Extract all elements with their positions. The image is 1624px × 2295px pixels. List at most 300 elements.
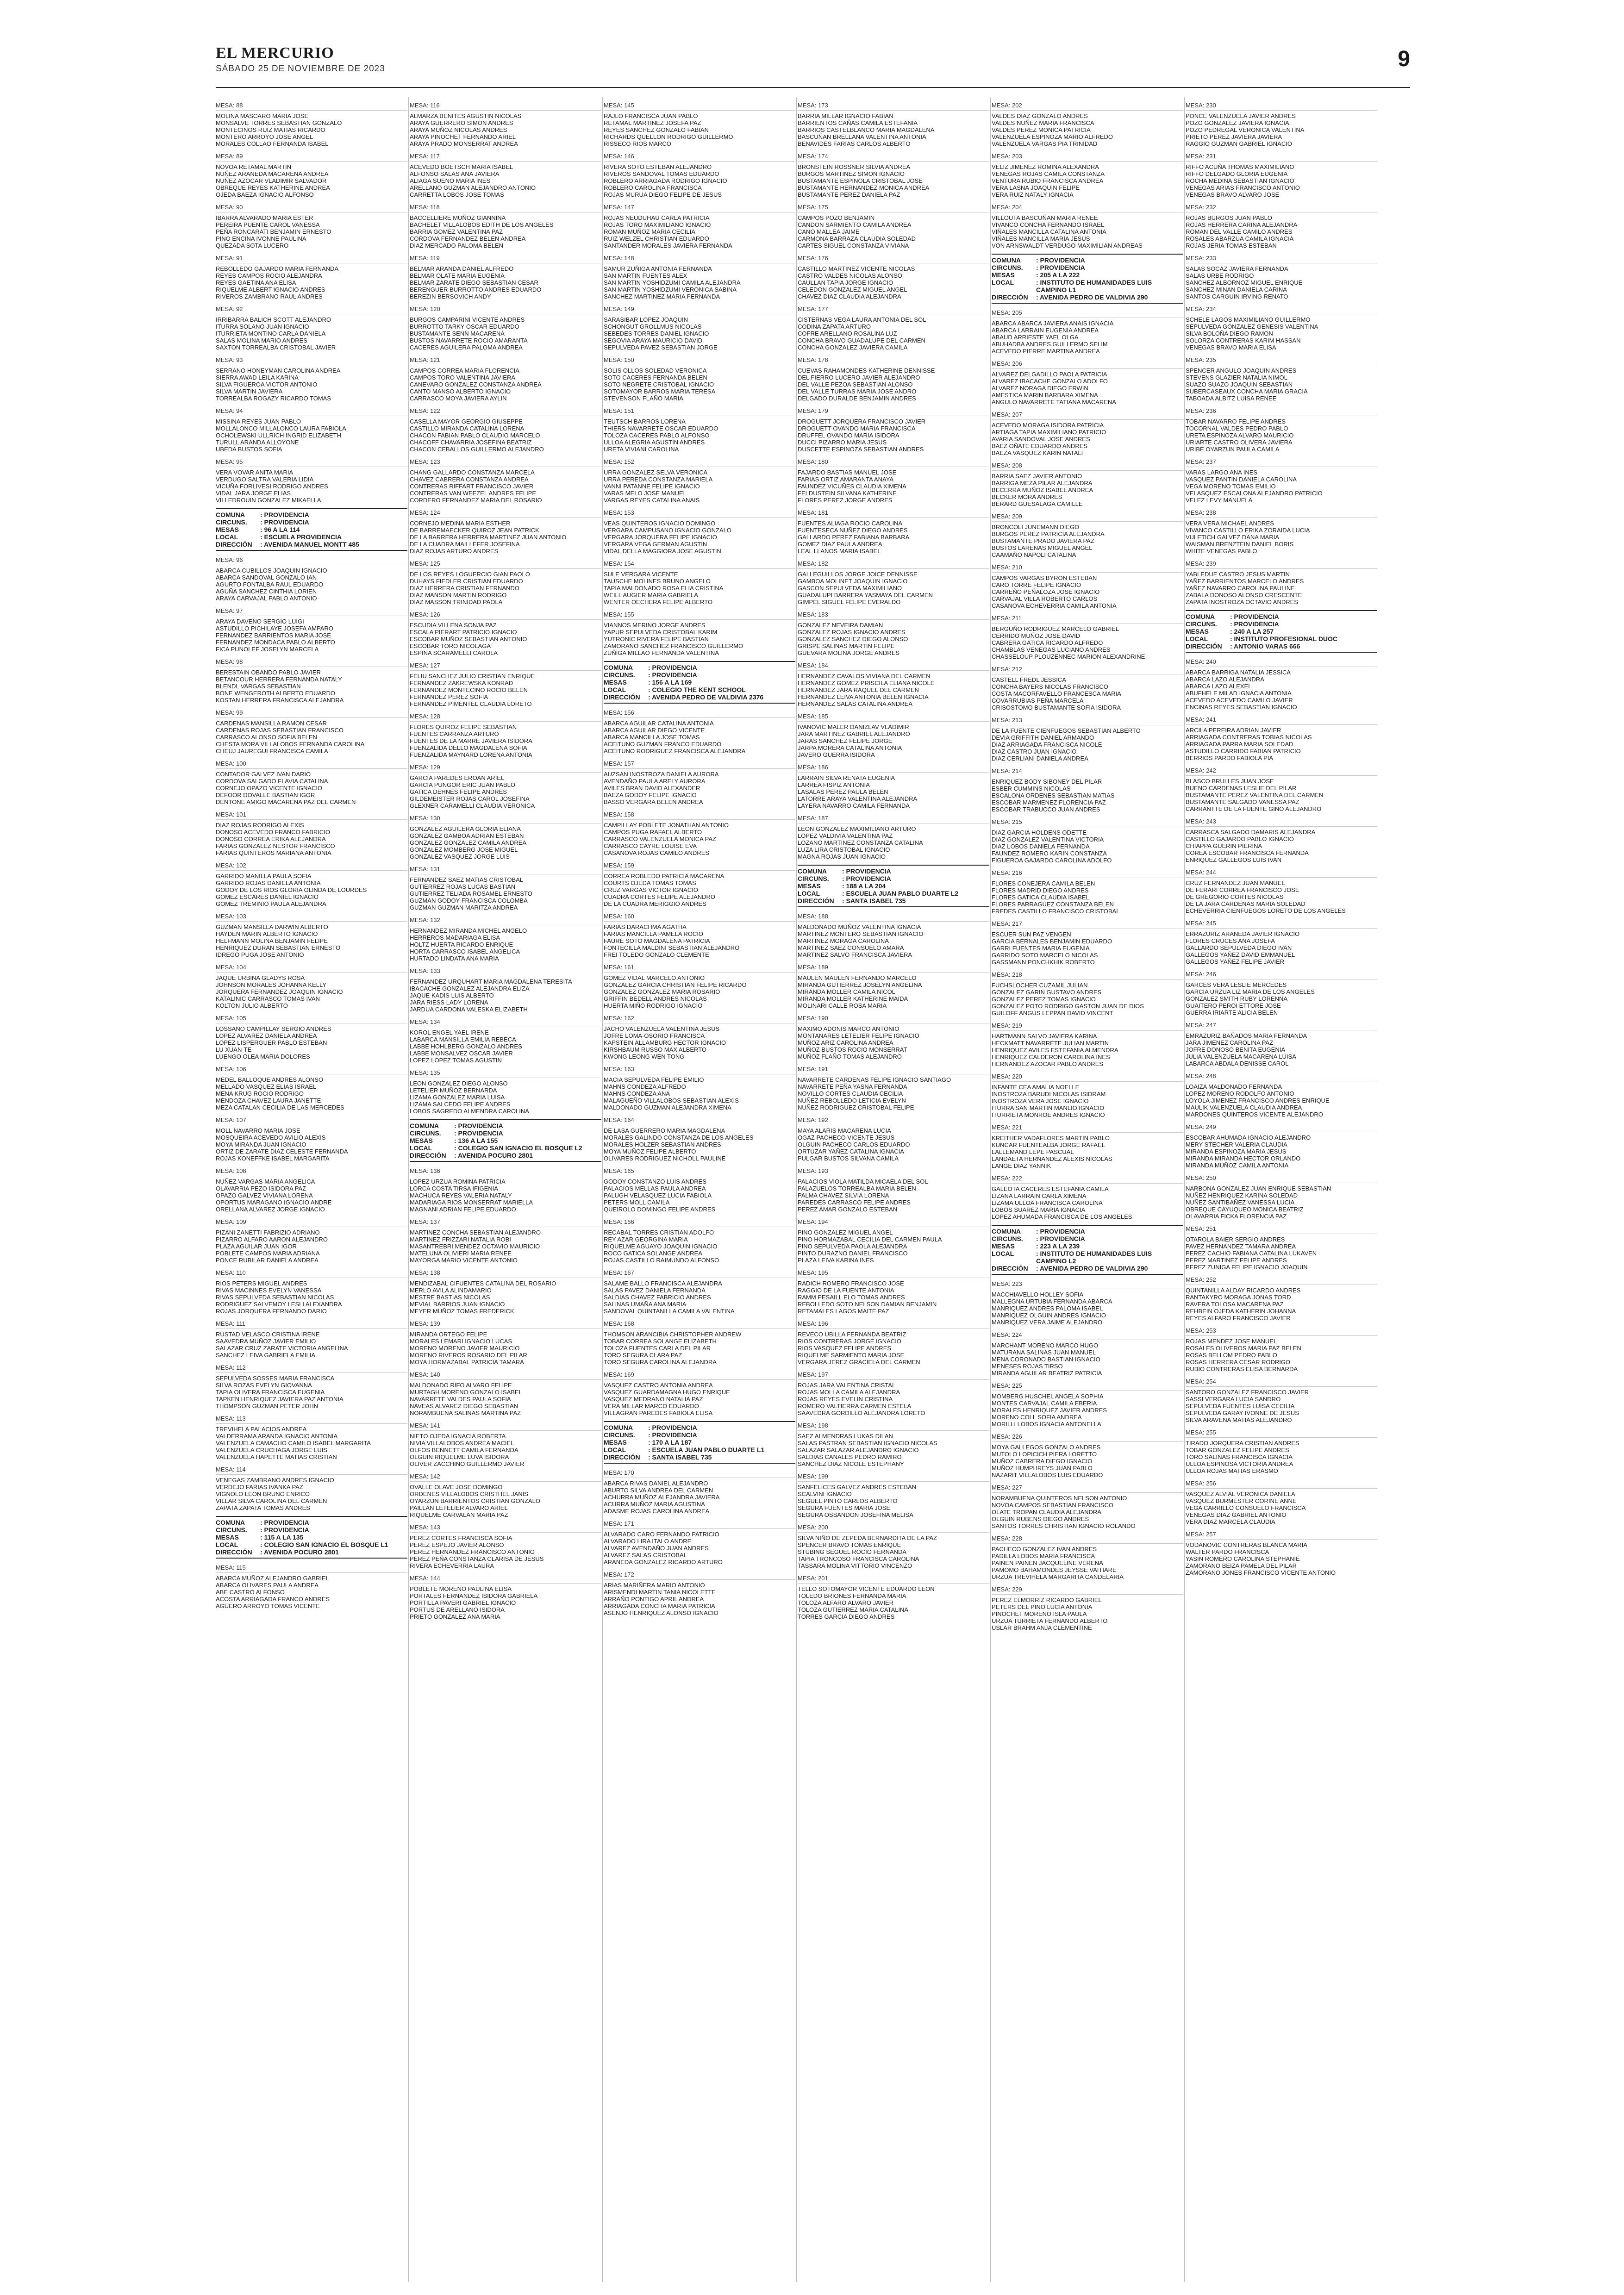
voter-list: SANTORO GONZALEZ FRANCISCO JAVIER SASSI VERGARA LUCIA SANDRO SEPULVEDA FUENTES LUISA CECILIA SEPULVEDA GARAY IVONNE DE JESUS SILVA ARAVENA MATIAS ALEJANDRO [1186, 1389, 1309, 1423]
info-value: : PROVIDENCIA [1230, 620, 1279, 628]
voter-list: ROJAS NEUDUHAU CARLA PATRICIA ROJAS TORO MAXIMILIANO IGNACIO ROMAN MUÑOZ MARIA CECILIA RUIZ WELZEL CHRISTIAN EDUARDO SANTANDER MORALES JAVIERA FERNANDA [604, 214, 732, 249]
voter-list: TREVIHELA PALACIOS ANDREA VALDERRAMA ARANDA IGNACIO ANTONIA VALENZUELA CAMACHO CAMILO ISABEL MARGARITA VALENZUELA CRUCHAGA JORGE LUIS VALENZUELA HAPETTE MATIAS CRISTIAN [216, 1426, 371, 1460]
mesa-label: MESA: 121 [410, 355, 601, 365]
mesa-label: MESA: 249 [1186, 1123, 1377, 1132]
voter-list: ABARCA MUÑOZ ALEJANDRO GABRIEL ABARCA OLIVARES PAULA ANDREA ABE CASTRO ALFONSO ACOSTA ARRIAGADA FRANCO ANDRES AGÜERO ARROYO TOMAS VICENTE [216, 1575, 330, 1609]
voter-list: MARTINEZ CONCHA SEBASTIAN ALEJANDRO MARTINEZ FRIZZARI NATALIA ROBI MASANTREBRI MENDEZ OCTAVIO MAURICIO MATELUNA OLIVIERI MARIA RENEE MAYORGA MARIO VICENTE ANTONIO [410, 1229, 541, 1264]
voter-list: ESCOBAR AHUMADA IGNACIO ALEJANDRO MERY STECHER VALERIA CLAUDIA MIRANDA ESPINOZA MARIA JESUS MIRANDA MIRANDA HECTOR ORLANDO MIRANDA MUÑOZ CAMILA ANTONIA [1186, 1134, 1311, 1169]
voter-list: GALLEGUILLOS JORGE JOICE DENNISSE GAMBOA MOLINET JOAQUIN IGNACIO GASCON SEPULVEDA MAXIMILIANO GUADALUPI BARRERA YASMAYA DEL CARMEN GIMPEL SIGUEL FELIPE EVERALDO [798, 571, 933, 605]
info-row-comuna [798, 867, 989, 875]
info-row-circuns [410, 1129, 601, 1137]
voter-list: RAJLO FRANCISCA JUAN PABLO RETAMAL MARTINEZ JOSEFA PAZ REYES SANCHEZ GONZALO FABIAN RICHARDS QUELLON RODRIGO GUILLERMO RISSECO RIOS MARCO [604, 112, 733, 147]
info-row-circuns [992, 264, 1183, 271]
mesa-label: MESA: 90 [216, 203, 407, 212]
voter-list: LOAIZA MALDONADO FERNANDA LOPEZ MORENO RODOLFO ANTONIO LOYOLA JIMENEZ FRANCISCO ANDRES ENRIQUE MAULIK VALENZUELA CLAUDIA ANDREA MARDONES QUINTEROS VICENTE ALEJANDRO [1186, 1083, 1330, 1118]
voter-list: INFANTE CEA AMALIA NOELLE INOSTROZA BARUDI NICOLAS ISIDRAM INOSTROZA VERA JOSE IGNACIO ITURRA SAN MARTIN MANLIO IGNACIO ITURRIETA MONROE ANDRES IGNACIO [992, 1084, 1106, 1118]
mesa-label: MESA: 91 [216, 254, 407, 263]
info-value: : AVENIDA POCURO 2801 [454, 1152, 533, 1159]
voter-list: FERNANDEZ SAEZ MATIAS CRISTOBAL GUTIERREZ ROJAS LUCAS BASTIAN GUTIERREZ TELIADA ROSAMEL ERNESTO GUZMAN GODOY FRANCISCA COLOMBA GUZMAN GUZMAN MARITZA ANDREA [410, 876, 532, 911]
info-value: : PROVIDENCIA [842, 867, 891, 875]
mesa-label: MESA: 181 [798, 508, 989, 518]
mesa-label: MESA: 188 [798, 912, 989, 922]
info-value: : AVENIDA POCURO 2801 [260, 1548, 339, 1556]
voter-list: SPENCER ANGULO JOAQUIN ANDRES STEVENS GLAZIER NATALIA NIMOL SUAZO SUAZO JOAQUIN SEBASTIAN SUBERCASEAUX CONCHA MARIA GRACIA TABOADA ALBITZ LUISA RENEE [1186, 367, 1308, 402]
mesa-label: MESA: 194 [798, 1217, 989, 1227]
mesa-label: MESA: 118 [410, 203, 601, 212]
mesa-label: MESA: 148 [604, 254, 795, 263]
info-key: DIRECCIÓN [992, 293, 1028, 301]
info-value: : SANTA ISABEL 735 [648, 1453, 712, 1461]
column-divider [1184, 97, 1185, 2282]
info-value: : PROVIDENCIA [454, 1122, 503, 1129]
info-value: : INSTITUTO PROFESIONAL DUOC [1230, 635, 1338, 642]
voter-list: ERRAZURIZ ARANEDA JAVIER IGNACIO FLORES CRUCES ANA JOSEFA GALLARDO SEPULVEDA DIEGO IVAN GALLEGOS YAÑEZ DAVID EMMANUEL GALLEGOS YAÑEZ FELIPE JAVIER [1186, 930, 1300, 965]
voter-list: ABARCA ABARCA JAVIERA ANAIS IGNACIA ABARCA LARRAIN EUGENIA ANDREA ABAUD ARRIESTE YAEL OLGA ABUHADBA ANDRES GUILLERMO SELIM ACEVEDO PIERRE MARTINA ANDREA [992, 320, 1114, 355]
mesa-label: MESA: 195 [798, 1268, 989, 1278]
mesa-label: MESA: 247 [1186, 1021, 1377, 1030]
mesa-label: MESA: 93 [216, 355, 407, 365]
info-value: : PROVIDENCIA [260, 511, 309, 518]
voter-list: NARBONA GONZALEZ JUAN ENRIQUE SEBASTIAN NUÑEZ HENRIQUEZ KARINA SOLEDAD NUÑEZ SANTIBAÑEZ VANESSA LUCIA OBREQUE CAYUQUEO MONICA BEATRIZ OLAVARRIA FICKA FLORENCIA PAZ [1186, 1185, 1331, 1220]
mesa-label: MESA: 240 [1186, 657, 1377, 667]
polling-place-info [216, 508, 407, 551]
voter-list: TIRADO JORQUERA CRISTIAN ANDRES TOBAR GONZALEZ FELIPE ANDRES TORO SALINAS FRANCISCA IGNACIA ULLOA ESPINOSA VICTORIA ANDREA ULLOA ROJAS MATIAS ERASMO [1186, 1440, 1299, 1474]
info-value: : PROVIDENCIA [1230, 613, 1279, 620]
voter-list: DROGUETT JORQUERA FRANCISCO JAVIER DROGUETT OVANDO MARIA FRANCISCA DRUFFEL OVANDO MARIA ISIDORA DUCCI PIZARRO MARIA JESUS DUSCETTE ESPINOZA SEBASTIAN ANDRES [798, 418, 926, 453]
voter-list: BARRIA SAEZ JAVIER ANTONIO BARRIGA MEZA PILAR ALEJANDRA BECERRA MUÑOZ ISABEL ANDREA BECKER MORA ANDRES BERARD GUESALAGA CAMILLE [992, 473, 1093, 507]
voter-list: VODANOVIC CONTRERAS BLANCA MARIA WALTER PARDO FRANCISCA YASIN ROMERO CAROLINA STEPHANIE ZAMORANO BEIZA PAMELA DEL PILAR ZAMORANO JONES FRANCISCO VICENTE ANTONIO [1186, 1541, 1336, 1576]
voter-list: CASTELL FREDL JESSICA CONCHA BAYERS NICOLAS FRANCISCO COSTA MACORFAVELLO FRANCESCA MARIA COVARRUBIAS PEÑA MARCELA CRISOSTOMO BUSTAMANTE SOFIA ISIDORA [992, 676, 1121, 711]
info-value: : 136 A LA 155 [454, 1137, 498, 1144]
info-row-mesas [604, 1439, 795, 1446]
info-key: CIRCUNS. [992, 264, 1023, 271]
mesa-label: MESA: 132 [410, 916, 601, 925]
mesa-label: MESA: 160 [604, 912, 795, 922]
voter-list: ACEVEDO MORAGA ISIDORA PATRICIA ARTIAGA TAPIA MAXIMILIANO PATRICIO AVARIA SANDOVAL JOSE ANDRES BAEZ OÑATE EDUARDO ANDRES BAEZA VASQUEZ KARIN NATALI [992, 422, 1106, 456]
voter-list: NIETO OJEDA IGNACIA ROBERTA NIVIA VILLALOBOS ANDREA MACIEL OLFOS BENNETT CAMILA FERNANDA OLGUIN RIQUELME LUVA ISIDORA OLIVER ZACCHINO GUILLERMO JAVIER [410, 1433, 525, 1467]
voter-list: ALVAREZ DELGADILLO PAOLA PATRICIA ALVAREZ IBACACHE GONZALO ADOLFO ALVAREZ NORAGA DIEGO ERWIN AMESTICA MARIN BARBARA XIMENA ANGULO NAVARRETE TATIANA MACARENA [992, 371, 1116, 405]
info-row-mesas [798, 882, 989, 890]
mesa-label: MESA: 203 [992, 152, 1183, 162]
mesa-label: MESA: 234 [1186, 305, 1377, 314]
mesa-label: MESA: 167 [604, 1268, 795, 1278]
voter-list: RUSTAD VELASCO CRISTINA IRENE SAAVEDRA MUÑOZ JAVIER EMILIO SALAZAR CRUZ ZARATE VICTORIA ANGELINA SANCHEZ LEIVA GABRIELA EMILIA [216, 1331, 348, 1359]
info-key: DIRECCIÓN [216, 541, 252, 548]
mesa-label: MESA: 241 [1186, 715, 1377, 725]
voter-list: LEON GONZALEZ DIEGO ALONSO LETELIER MUÑOZ BERNARDA LIZAMA GONZALEZ MARIA LUISA LIZAMA SALCEDO FELIPE ANDRES LOBOS SAGREDO ALMENDRA CAROLINA [410, 1080, 529, 1115]
voter-list: BLASCO BRULLES JUAN JOSE BUENO CARDENAS LESLIE DEL PILAR BUSTAMANTE PEREZ VALENTINA DEL CARMEN BUSTAMANTE SALGADO VANESSA PAZ CARRANTTE DE LA FUENTE GINO ALEJANDRO [1186, 778, 1324, 812]
polling-place-info [604, 1421, 795, 1464]
voter-list: FAJARDO BASTIAS MANUEL JOSE FARIAS ORTIZ AMARANTA ANAYA FAUNDEZ VICUÑES CLAUDIA XIMENA FELDUSTEIN SILVANA KATHERINE FLORES PEREZ JORGE ANDRES [798, 469, 906, 504]
info-key: MESAS [1186, 628, 1209, 635]
mesa-label: MESA: 215 [992, 817, 1183, 827]
mesa-label: MESA: 254 [1186, 1377, 1377, 1387]
voter-list: CAMPILLAY POBLETE JONATHAN ANTONIO CAMPOS PUGA RAFAEL ALBERTO CARRASCO VALENZUELA MONICA PAZ CARRASCO CAYRE LOUISE EVA CASANOVA ROJAS CAMILO ANDRES [604, 822, 729, 856]
voter-list: DE LA FUENTE CIENFUEGOS SEBASTIAN ALBERTO DEVIA GRIFFITH DANIEL ARMANDO DIAZ ARRIAGADA FRANCISCA NICOLE DIAZ CASTRO JUAN IGNACIO DIAZ CERLIANI DANIELA ANDREA [992, 727, 1141, 762]
mesa-label: MESA: 226 [992, 1432, 1183, 1442]
columns-container [216, 97, 1410, 2282]
info-row-local [216, 1541, 407, 1548]
voter-list: MEDEL BALLOQUE ANDRES ALONSO MELLADO VASQUEZ ELIAS ISRAEL MENA KRUG ROCIO RODRIGO MENDOZA CHAVEZ LAURA JANETTE MEZA CATALAN CECILIA DE LAS MERCEDES [216, 1076, 344, 1111]
mesa-label: MESA: 145 [604, 101, 795, 111]
mesa-label: MESA: 201 [798, 1574, 989, 1584]
voter-list: REVECO UBILLA FERNANDA BEATRIZ RIOS CONTRERAS JORGE IGNACIO RIOS VASQUEZ FELIPE ANDRES RIQUELME SARMIENTO MARIA JOSE VERGARA JEREZ GRACIELA DEL CARMEN [798, 1331, 920, 1366]
info-value: : PROVIDENCIA [1036, 1235, 1085, 1242]
voter-list: VALDES DIAZ GONZALO ANDRES VALDES NUÑEZ MARIA FRANCISCA VALDES PEREZ MONICA PATRICIA VALENZUELA ESPINOZA MARIO ALFREDO VALENZUELA VARGAS PIA TRINIDAD [992, 112, 1113, 147]
mesa-label: MESA: 125 [410, 559, 601, 569]
voter-list: ABARCA RIVAS DANIEL ALEJANDRO ABURTO SILVA ANDREA DEL CARMEN ACHURRA MUÑOZ ALEJANDRA JAVIERA ACURRA MUÑOZ MARIA AGUSTINA ADASME ROJAS CAROLINA ANDREA [604, 1480, 720, 1515]
mesa-label: MESA: 136 [410, 1166, 601, 1176]
info-key: MESAS [992, 1242, 1015, 1250]
voter-list: CONTADOR GALVEZ IVAN DARIO CORDOVA SALGADO FLAVIA CATALINA CORNEJO OPAZO VICENTE IGNACIO DEFOOR DOVALLE BASTIAN IGOR DENTONE AMIGO MACARENA PAZ DEL CARMEN [216, 771, 356, 805]
voter-list: DE LOS REYES LOGUERCIO GIAN PAOLO DUHAYS FIEDLER CRISTIAN EDUARDO DIAZ HERRERA CRISTIAN FERNANDO DIAZ MANSON MARTIN RODRIGO DIAZ MASSON TRINIDAD PAOLA [410, 571, 530, 605]
mesa-label: MESA: 162 [604, 1014, 795, 1023]
info-key: DIRECCIÓN [1186, 642, 1222, 650]
voter-list: MACCHIAVELLO HOLLEY SOFIA MALLEGNA URTUBIA FERNANDA ABARCA MANRIQUEZ ANDRES PALOMA ISABEL MANRIQUEZ OLGUIN ANDRES IGNACIO MANRIQUEZ VERA JAIME ALEJANDRO [992, 1291, 1112, 1326]
voter-list: OVALLE OLAVE JOSE DOMINGO ORDENES VILLALOBOS CRISTHEL JANIS OYARZUN BARRIENTOS CRISTIAN GONZALO PAILLAN LETELIER ALVARO ARIEL RIQUELME CARVALAN MARIA PAZ [410, 1484, 540, 1518]
mesa-label: MESA: 179 [798, 406, 989, 416]
mesa-label: MESA: 230 [1186, 101, 1377, 111]
voter-list: NOVOA RETAMAL MARTIN NUÑEZ ARANEDA MACARENA ANDREA NUÑEZ AZOCAR VLADIMIR SALVADOR OBREQUE REYES KATHERINE ANDREA OJEDA BAEZA IGNACIO ALFONSO [216, 163, 330, 198]
mesa-label: MESA: 108 [216, 1166, 407, 1176]
info-value: : PROVIDENCIA [260, 1526, 309, 1534]
mesa-label: MESA: 175 [798, 203, 989, 212]
mesa-label: MESA: 186 [798, 763, 989, 773]
mesa-label: MESA: 256 [1186, 1479, 1377, 1489]
mesa-label: MESA: 133 [410, 967, 601, 976]
mesa-label: MESA: 250 [1186, 1173, 1377, 1183]
newspaper-name: EL MERCURIO [216, 44, 334, 62]
mesa-label: MESA: 237 [1186, 457, 1377, 467]
info-key: CIRCUNS. [1186, 620, 1217, 628]
mesa-label: MESA: 227 [992, 1483, 1183, 1493]
mesa-label: MESA: 191 [798, 1065, 989, 1074]
info-row-direccion [604, 1453, 795, 1461]
voter-list: VILLOUTA BASCUÑAN MARIA RENEE VIVANCO CONCHA FERNANDO ISRAEL VIÑALES MANCILLA CATALINA ANTONIA VIÑALES MANCILLA MARIA JESUS VON ARNSWALDT VERDUGO MAXIMILIAN ANDREAS [992, 214, 1143, 249]
voter-list: GODOY CONSTANZO LUIS ANDRES PALACIOS MELLAS PAULA ANDREA PALUGH VELASQUEZ LUCIA FABIOLA PETERS MOLL CAMILA QUEIROLO DOMINGO FELIPE ANDRES [604, 1178, 716, 1213]
info-row-local [410, 1144, 601, 1152]
info-row-comuna [216, 511, 407, 518]
polling-place-info [216, 1516, 407, 1559]
voter-list: GUZMAN MANSILLA DARWIN ALBERTO HAYDEN MARIN ALBERTO IGNACIO HELFMANN MOLINA BENJAMIN FELIPE HENRIQUEZ DURAN SEBASTIAN ERNESTO IDREGO PUGA JOSE ANTONIO [216, 923, 341, 958]
mesa-label: MESA: 120 [410, 305, 601, 314]
voter-list: VASQUEZ CASTRO ANTONIA ANDREA VASQUEZ GUARDAMAGNA HUGO ENRIQUE VASQUEZ MEDRANO NATALIA PAZ VERA MILLAR MARCO EDUARDO VILLAGRAN PAREDES FABIOLA ELISA [604, 1382, 730, 1416]
voter-list: SCHELE LAGOS MAXIMILIANO GUILLERMO SEPULVEDA GONZALEZ GENESIS VALENTINA SILVA BOLOÑA DIEGO RAMON SOLORZA CONTRERAS KARIM HASSAN VENEGAS BRAVO MARIA ELISA [1186, 316, 1318, 351]
voter-list: MENDIZABAL CIFUENTES CATALINA DEL ROSARIO MERLO AVILA ALINDAMARIO MESTRE BASTIAS NICOLAS MEVIAL BARRIOS JUAN IGNACIO MEYER MUÑOZ TOMAS FREDERICK [410, 1280, 556, 1315]
info-row-circuns [604, 1431, 795, 1439]
column-divider [602, 97, 603, 2282]
voter-list: ARCILA PEREIRA ADRIAN JAVIER ARRIAGADA CONTRERAS TOBIAS NICOLAS ARRIAGADA PARRA MARIA SOLEDAD ASTUDILLO CARRIDO FABIAN PATRICIO BERRIOS PARDO FABIOLA PIA [1186, 727, 1312, 761]
voter-list: URRA GONZALEZ SELVA VERONICA URRA PEREDA CONSTANZA MARIELA VANNI PATANNE FELIPE IGNACIO VARAS MELO JOSE MANUEL VARGAS REYES CATALINA ANAIS [604, 469, 713, 504]
voter-list: GONZALEZ AGUILERA GLORIA ELIANA GONZALEZ GAMBOA ADRIAN ESTEBAN GONZALEZ GONZALEZ CAMILA ANDREA GONZALEZ MOMBERG JOSE MIGUEL GONZALEZ VASQUEZ JORGE LUIS [410, 825, 527, 860]
voter-list: KOROL ENGEL YAEL IRENE LABARCA MANSILLA EMILIA REBECA LABBE HOHLBERG GONZALO ANDRES LABBE MONSALVEZ OSCAR JAVIER LOPEZ LOPEZ TOMAS AGUSTIN [410, 1029, 522, 1064]
info-key: CIRCUNS. [604, 1431, 635, 1439]
info-value: : PROVIDENCIA [648, 1431, 697, 1439]
voter-list: LOSSANO CAMPILLAY SERGIO ANDRES LOPEZ ALVAREZ DANIELA ANDREA LOPEZ LISPERGUER PABLO ESTEBAN LU XUAN-TE LUENGO OLEA MARIA DOLORES [216, 1025, 331, 1060]
voter-list: GONZALEZ NEVEIRA DAMIAN GONZALEZ ROJAS IGNACIO ANDRES GONZALEZ SANCHEZ DIEGO ALONSO GRISPE SALINAS MARTIN FELIPE GUEVARA MOLINA JORGE ANDRES [798, 622, 908, 656]
voter-list: PINO GONZALEZ MIGUEL ANGEL PINO HORMAZABAL CECILIA DEL CARMEN PAULA PINO SEPULVEDA PAOLA ALEJANDRA PINTO DURAZNO DANIEL FRANCISCO PLAZA LEIVA KARINA INES [798, 1229, 942, 1264]
voter-list: GARCIA PAREDES EROAN ARIEL GARCIA PUNGOR ERIC JUAN PABLO GATICA DEHNES FELIPE ANDRES GILDEMEISTER ROJAS CAROL JOSEFINA GLEXNER CARAMELLI CLAUDIA VERONICA [410, 774, 535, 809]
mesa-label: MESA: 92 [216, 305, 407, 314]
info-value: : 240 A LA 257 [1230, 628, 1274, 635]
publication-date: SÁBADO 25 DE NOVIEMBRE DE 2023 [216, 64, 385, 74]
info-value: : INSTITUTO DE HUMANIDADES LUIS CAMPINO L1 [1036, 279, 1152, 293]
mesa-label: MESA: 244 [1186, 868, 1377, 878]
mesa-label: MESA: 255 [1186, 1428, 1377, 1438]
voter-list: NUÑEZ VARGAS MARIA ANGELICA OLAVARRIA PEZO ISIDORA PAZ OPAZO GALVEZ VIVIANA LORENA OPORTUS MARAGANO IGNACIO ANDRE ORELLANA ALVAREZ JORGE IGNACIO [216, 1178, 332, 1213]
voter-list: ENRIQUEZ BODY SIBONEY DEL PILAR ESBER CUMMINS NICOLAS ESCALONA ORDENES SEBASTIAN MATIAS ESCOBAR MARMENEZ FLORENCIA PAZ ESCOBAR TRABUCCO JUAN ANDRES [992, 778, 1115, 813]
info-key: CIRCUNS. [216, 518, 247, 526]
info-row-circuns [216, 1526, 407, 1534]
voter-list: VELIZ JIMENEZ ROMINA ALEXANDRA VENEGAS ROJAS CAMILA CONSTANZA VENTURA RUBIO FRANCISCA ANDREA VERA LASNA JOAQUIN FELIPE VERA RUIZ NATALY IGNACIA [992, 163, 1105, 198]
mesa-label: MESA: 239 [1186, 559, 1377, 569]
info-row-local [992, 279, 1183, 293]
info-value: : PROVIDENCIA [842, 875, 891, 882]
mesa-label: MESA: 173 [798, 101, 989, 111]
info-row-comuna [992, 256, 1183, 264]
mesa-label: MESA: 101 [216, 810, 407, 820]
info-value: : ESCUELA JUAN PABLO DUARTE L2 [842, 890, 959, 897]
voter-list: BURGOS CAMPARINI VICENTE ANDRES BURROTTO TARKY OSCAR EDUARDO BUSTAMANTE SENN MACARENA BUSTOS NAVARRETE ROCIO AMARANTA CACERES AGUILERA PALOMA ANDREA [410, 316, 528, 351]
mesa-label: MESA: 114 [216, 1465, 407, 1475]
mesa-label: MESA: 169 [604, 1370, 795, 1380]
mesa-label: MESA: 99 [216, 708, 407, 718]
voter-list: MALDONADO MUÑOZ VALENTINA IGNACIA MARTINEZ MONTERO SEBASTIAN IGNACIO MARTINEZ MORAGA CAROLINA MARTINEZ SAEZ CONSUELO AMARA MARTINEZ SALVO FRANCISCA JAVIERA [798, 923, 924, 958]
voter-list: NAVARRETE CARDENAS FELIPE IGNACIO SANTIAGO NAVARRETE PEÑA YASNA FERNANDA NOVILLO CORTES CLAUDIA CECILIA NUÑEZ REBOLLEDO LETICIA EVELYN NUÑEZ RODRIGUEZ CRISTOBAL FELIPE [798, 1076, 951, 1111]
mesa-label: MESA: 105 [216, 1014, 407, 1023]
mesa-label: MESA: 222 [992, 1174, 1183, 1184]
info-key: COMUNA [216, 1519, 245, 1526]
voter-list: RIFFO ACUÑA THOMAS MAXIMILIANO RIFFO DELGADO GLORIA EUGENIA ROCHA MEDINA SEBASTIAN IGNACIO VENEGAS ARIAS FRANCISCO ANTONIO VENEGAS BRAVO ALVARO JOSE [1186, 163, 1300, 198]
info-row-comuna [1186, 613, 1377, 620]
mesa-label: MESA: 129 [410, 763, 601, 773]
mesa-label: MESA: 211 [992, 614, 1183, 624]
info-value: : AVENIDA PEDRO DE VALDIVIA 290 [1036, 1265, 1148, 1272]
info-key: LOCAL [216, 533, 238, 541]
info-key: LOCAL [992, 279, 1014, 286]
mesa-label: MESA: 112 [216, 1363, 407, 1373]
info-value: : COLEGIO SAN IGNACIO EL BOSQUE L2 [454, 1144, 582, 1152]
info-value: : AVENIDA MANUEL MONTT 485 [260, 541, 359, 548]
info-row-local [992, 1250, 1183, 1265]
voter-list: CASELLA MAYOR GEORGIO GIUSEPPE CASTILLO MIRANDA CATALINA LORENA CHACON FABIAN PABLO CLAUDIO MARCELO CHACOFF CHAVARRIA JOSEFINA BEATRIZ CHACON CEBALLOS GUILLERMO ALEJANDRO [410, 418, 544, 453]
mesa-label: MESA: 242 [1186, 766, 1377, 776]
mesa-label: MESA: 216 [992, 868, 1183, 878]
info-row-comuna [992, 1228, 1183, 1235]
mesa-label: MESA: 192 [798, 1116, 989, 1125]
info-key: COMUNA [992, 1228, 1021, 1235]
info-row-comuna [604, 1424, 795, 1431]
mesa-label: MESA: 146 [604, 152, 795, 162]
voter-list: BELMAR ARANDA DANIEL ALFREDO BELMAR OLATE MARIA EUGENIA BELMAR ZARATE DIEGO SEBASTIAN CESAR BERENGUER BURROTTO ANDRES EDUARDO BEREZIN BERSOVICH ANDY [410, 265, 542, 300]
mesa-label: MESA: 150 [604, 355, 795, 365]
mesa-label: MESA: 157 [604, 759, 795, 769]
info-row-local [216, 533, 407, 541]
info-row-mesas [1186, 628, 1377, 635]
voter-list: CORNEJO MEDINA MARIA ESTHER DE BARREMAECKER QUIROZ JEAN PATRICK DE LA BARRERA HERRERA MARTINEZ JUAN ANTONIO DE LA CUADRA MAILLEFER JOSEFINA DIAZ ROJAS ARTURO ANDRES [410, 520, 567, 555]
info-key: MESAS [992, 271, 1015, 279]
info-value: : 115 A LA 135 [260, 1534, 304, 1541]
voter-list: FERNANDEZ URQUHART MARIA MAGDALENA TERESITA IBACACHE GONZALEZ ALEJANDRA ELIZA JAQUE KADIS LUIS ALBERTO JARA RIESS LADY LORENA JARDUA CARDONA VALESKA ELIZABETH [410, 978, 572, 1013]
voter-list: HERNANDEZ MIRANDA MICHEL ANGELO HERREROS MADARIAGA ELISA HOLTZ HUERTA RICARDO ENRIQUE HORTA CARRASCO ISABEL ANGELICA HURTADO LINDATA ANA MARIA [410, 927, 527, 962]
mesa-label: MESA: 123 [410, 457, 601, 467]
info-value: : 205 A LA 222 [1036, 271, 1080, 279]
voter-list: SANFELICES GALVEZ ANDRES ESTEBAN SCALVINI IGNACIO SEGUEL PINTO CARLOS ALBERTO SEGURA FUENTES MARIA JOSE SEGURA OSSANDON JOSEFINA MELISA [798, 1484, 917, 1518]
voter-list: GARRIDO MANILLA PAULA SOFIA GARRIDO ROJAS DANIELA ANTONIA GODOY DE LOS RIOS GLORIA OLINDA DE LOURDES GOMEZ ESCARES DANIEL IGNACIO GOMEZ TREMINIO PAULA ALEJANDRA [216, 873, 367, 907]
voter-list: VEAS QUINTEROS IGNACIO DOMINGO VERGARA CAMPUSANO IGNACIO GONZALO VERGARA JORQUERA FELIPE IGNACIO VERGARA VEGA GERMAN AGUSTIN VIDAL DELLA MAGGIORA JOSE AGUSTIN [604, 520, 731, 555]
info-key: DIRECCIÓN [992, 1265, 1028, 1272]
info-row-local [1186, 635, 1377, 642]
mesa-label: MESA: 207 [992, 410, 1183, 420]
info-row-direccion [992, 1265, 1183, 1272]
mesa-label: MESA: 238 [1186, 508, 1377, 518]
mesa-label: MESA: 147 [604, 203, 795, 212]
polling-place-info [992, 254, 1183, 304]
voter-list: MOMBERG HUSCHEL ANGELA SOPHIA MONTES CARVAJAL CAMILA EBERIA MORALES HENRIQUEZ JAVIER ANDRES MORENO COLL SOFIA ANDREA MORILLI LOBOS IGNACIA ANTONELLA [992, 1393, 1107, 1428]
mesa-label: MESA: 124 [410, 508, 601, 518]
info-row-local [798, 890, 989, 897]
mesa-label: MESA: 220 [992, 1072, 1183, 1082]
voter-list: MAXIMO ADONIS MARCO ANTONIO MONTANARES LETELIER FELIPE IGNACIO MUÑOZ ARIZ CAROLINA ANDREA MUÑOZ BUSTOS ROCIO MONSERRAT MUÑOZ FLAÑO TOMAS ALEJANDRO [798, 1025, 919, 1060]
voter-list: HARTMANN SALVO JAVIERA KARINA HECKMATT NAVARRETE JULIAN MARTIN HENRIQUEZ AVILES ESTEFANIA ALMENDRA HENRIQUEZ CALDERON CAROLINA INES HERNANDEZ AZOCAR PABLO ANDRES [992, 1033, 1118, 1067]
mesa-label: MESA: 229 [992, 1585, 1183, 1595]
voter-list: DE LASA GUERRERO MARIA MAGDALENA MORALES GALINDO CONSTANZA DE LOS ANGELES MORALES HOLZER SEBASTIAN ANDRES MOYA MUÑOZ FELIPE ALBERTO OLIVARES RODRIGUEZ NICHOLL PAULINE [604, 1127, 754, 1162]
info-key: MESAS [216, 526, 239, 533]
info-key: LOCAL [604, 1446, 626, 1453]
column-5 [992, 97, 1183, 2282]
mesa-label: MESA: 109 [216, 1217, 407, 1227]
mesa-label: MESA: 235 [1186, 355, 1377, 365]
voter-list: EMRAZURIZ BAÑADOS MARIA FERNANDA JARA JIMENEZ CAROLINA PAZ JOFRE DONOSO BENITA EUGENIA JULIA VALENZUELA MACARENA LUISA LABARCA ABDALA DENISSE CAROL [1186, 1032, 1307, 1067]
info-value: : PROVIDENCIA [648, 1424, 697, 1431]
info-value: : 223 A LA 239 [1036, 1242, 1080, 1250]
info-key: MESAS [410, 1137, 433, 1144]
mesa-label: MESA: 187 [798, 814, 989, 823]
info-key: MESAS [798, 882, 821, 890]
mesa-label: MESA: 153 [604, 508, 795, 518]
voter-list: PIZANI ZANETTI FABRIZIO ADRIANO PIZARRO ALFARO AARON ALEJANDRO PLAZA AGUILAR JUAN IGOR POBLETE CAMPOS MARIA ADRIANA PONCE RUBILAR DANIELA ANDREA [216, 1229, 328, 1264]
voter-list: MISSINA REYES JUAN PABLO MOLLALONCO MILLALONCO LAURA FABIOLA OCHOLEWSKI ULLRICH INGRID ELIZABETH TURULL ARANDA ALLOYONE UBEDA BUSTOS SOFIA [216, 418, 346, 453]
mesa-label: MESA: 95 [216, 457, 407, 467]
voter-list: ESCUER SUN PAZ VENGEN GARCIA BERNALES BENJAMIN EDUARDO GARRI FUENTES MARIA EUGENIA GARRIDO SOTO MARCELO NICOLAS GASSMANN PONCHKHIK ROBERTO [992, 931, 1112, 966]
voter-list: SILVA NIÑO DE ZEPEDA BERNARDITA DE LA PAZ SPENCER BRAVO TOMAS ENRIQUE STUBING SEGUEL ROCIO FERNANDA TAPIA TRONCOSO FRANCISCA CAROLINA TASSARA MOLINA VITTORIO VINCENZO [798, 1534, 937, 1569]
column-4 [798, 97, 989, 2282]
voter-list: ARAYA DAVENO SERGIO LUIGI ASTUDILLO PICHILAYE JOSEFA AMPARO FERNANDEZ BARRIENTOS MARIA JOSE FERNANDEZ MONDACA PABLO ALBERTO FICA PUNOLEF JOSELYN MARCELA [216, 618, 335, 653]
voter-list: FARIAS DARACHMA AGATHA FARIAS MANCILLA PAMELA ROCIO FAURE SOTO MAGDALENA PATRICIA FONTECILLA MALDINI SEBASTIAN ALEJANDRO FREI TOLEDO GONZALO CLEMENTE [604, 923, 740, 958]
voter-list: VERA VERA MICHAEL ANDRES VIVANCO CASTILLO ERIKA ZORAIDA LUCIA VULETICH GALVEZ DANA MARIA WAISMAN BRENZTEIN DANIEL BORIS WHITE VENEGAS PABLO [1186, 520, 1310, 555]
voter-list: CAMPOS CORREA MARIA FLORENCIA CAMPOS TORO VALENTINA JAVIERA CANEVARO GONZALEZ CONSTANZA ANDREA CANTO MANSO ALBERTO IGNACIO CARRASCO MOYA JAVIERA AYLIN [410, 367, 542, 402]
voter-list: ALVARADO CARO FERNANDO PATRICIO ALVARADO LIRA ITALO ANDRE ALVAREZ AVENDAÑO JUAN ANDRES ALVAREZ SALAS CRISTOBAL ARANEDA GONZALEZ RICARDO ARTURO [604, 1531, 723, 1565]
info-key: LOCAL [992, 1250, 1014, 1257]
mesa-label: MESA: 116 [410, 101, 601, 111]
mesa-label: MESA: 243 [1186, 817, 1377, 827]
voter-list: CUEVAS RAHAMONDES KATHERINE DENNISSE DEL FIERRO LUCERO JAVIER ALEJANDRO DEL VALLE PEZOA SEBASTIAN ALONSO DEL VALLE TURRAS MARIA JOSE ANDRO DELGADO DURALDE BENJAMIN ANDRES [798, 367, 935, 402]
voter-list: HERNANDEZ CAVALOS VIVIANA DEL CARMEN HERNANDEZ GOMEZ PRISCILA ELIANA NICOLE HERNANDEZ JARA RAQUEL DEL CARMEN HERNANDEZ LEIVA ANTONIA BELEN IGNACIA HERNANDEZ SALAS CATALINA ANDREA [798, 673, 935, 707]
mesa-label: MESA: 182 [798, 559, 989, 569]
voter-list: OTAROLA BAIER SERGIO ANDRES PAVEZ HERNANDEZ TAMARA ANDREA PEREZ CACHIO FABIANA CATALINA LUKAVEN PEREZ MARTINEZ FELIPE ANDRES PEREZ ZUNIGA FELIPE IGNACIO JOAQUIN [1186, 1236, 1317, 1271]
mesa-label: MESA: 185 [798, 712, 989, 722]
mesa-label: MESA: 200 [798, 1523, 989, 1533]
info-row-comuna [216, 1519, 407, 1526]
voter-list: LEON GONZALEZ MAXIMILIANO ARTURO LOPEZ VALDIVIA VALENTINA PAZ LOZANO MARTINEZ CONSTANZA CATALINA LUZA LIRA CRISTOBAL IGNACIO MAGNA ROJAS JUAN IGNACIO [798, 825, 923, 860]
mesa-label: MESA: 219 [992, 1021, 1183, 1031]
voter-list: CRUZ FERNANDEZ JUAN MANUEL DE FERARI CORREA FRANCISCO JOSE DE GREGORIO CORTES NICOLAS DE LA JARA CARDENAS MARIA SOLEDAD ECHEVERRIA CIENFUEGOS LORETO DE LOS ANGELES [1186, 879, 1346, 914]
info-key: DIRECCIÓN [604, 693, 640, 701]
info-key: CIRCUNS. [798, 875, 829, 882]
voter-list: ARIAS MARIÑERA MARIO ANTONIO ARISMENDI MARTIN TANIA NICOLETTE ARRAÑO PONTIGO APRIL ANDREA ARRIAGADA CONCHA MARIA PATRICIA ASENJO HENRIQUEZ ALONSO IGNACIO [604, 1582, 718, 1616]
mesa-label: MESA: 184 [798, 661, 989, 671]
mesa-label: MESA: 152 [604, 457, 795, 467]
voter-list: GOMEZ VIDAL MARCELO ANTONIO GONZALEZ GARCIA CHRISTIAN FELIPE RICARDO GONZALEZ GONZALEZ MARIA ROSARIO GRIFFIN BEDELL ANDRES NICOLAS HUERTA MIÑO RODRIGO IGNACIO [604, 974, 747, 1009]
info-row-circuns [216, 518, 407, 526]
info-key: COMUNA [798, 867, 827, 875]
voter-list: CAMPOS POZO BENJAMIN CANDON SARMIENTO CAMILA ANDREA CANO MALLEA JAIME CARMONA BARRAZA CLAUDIA SOLEDAD CARTES SIGUEL CONSTANZA VIVIANA [798, 214, 916, 249]
mesa-label: MESA: 94 [216, 406, 407, 416]
info-row-circuns [1186, 620, 1377, 628]
mesa-label: MESA: 89 [216, 152, 407, 162]
voter-list: GALEOTA CACERES ESTEFANIA CAMILA LIZANA LARRAIN CARLA XIMENA LIZAMA ULLOA FRANCISCA CAROLINA LOBOS SUAREZ MARIA IGNACIA LOPEZ AHUMADA FRANCISCA DE LOS ANGELES [992, 1185, 1132, 1220]
info-row-direccion [604, 693, 795, 701]
info-value: : PROVIDENCIA [1036, 264, 1085, 271]
info-value: : PROVIDENCIA [260, 518, 309, 526]
voter-list: SOLIS OLLOS SOLEDAD VERONICA SOTO CACERES FERNANDA BELEN SOTO NEGRETE CRISTOBAL IGNACIO SOTOMAYOR BARROS MARIA TERESA STEVENSON FLAÑO MARIA [604, 367, 716, 402]
info-value: : SANTA ISABEL 735 [842, 897, 906, 904]
column-6 [1186, 97, 1377, 2282]
voter-list: CARDENAS MANSILLA RAMON CESAR CARDENAS ROJAS SEBASTIAN FRANCISCO CARRASCO ALONSO SOFIA BELEN CHESTA MORA VILLALOBOS FERNANDA CAROLINA CHEUJ JAUREGUI FRANCISCA CAMILA [216, 720, 365, 755]
mesa-label: MESA: 144 [410, 1574, 601, 1584]
voter-list: MIRANDA ORTEGO FELIPE MORALES LEMARI IGNACIO LUCAS MORENO MORENO JAVIER MAURICIO MORENO RIVEROS ROSARIO DEL PILAR MOYA HORMAZABAL PATRICIA TAMARA [410, 1331, 527, 1366]
voter-list: TELLO SOTOMAYOR VICENTE EDUARDO LEON TOLEDO BRIONES FERNANDA MARIA TOLOZA ALFARO ALVARO JAVIER TOLOZA GUTIERREZ MARIA CATALINA TORRES GARCIA DIEGO ANDRES [798, 1585, 935, 1620]
voter-list: ABARCA AGUILAR CATALINA ANTONIA ABARCA AGUILAR DIEGO VICENTE ABARCA MANCILLA JOSE TOMAS ACEITUNO GUZMAN FRANCO EDUARDO ACEITUNO RODRIGUEZ FRANCISCA ALEJANDRA [604, 720, 746, 755]
voter-list: PALACIOS VIOLA MATILDA MICAELA DEL SOL PALAZUELOS TORREALBA MARIA BELEN PALMA CHAVEZ SILVIA LORENA PAREDES CARRASCO FELIPE ANDRES PEREZ AMAR GONZALO ESTEBAN [798, 1178, 928, 1213]
voter-list: REBOLLEDO GAJARDO MARIA FERNANDA REYES CAMPOS ROCIO ALEJANDRA REYES GAETINA ANA ELISA RIQUELME ALBERT IGNACIO ANDRES RIVEROS ZAMBRANO RAUL ANDRES [216, 265, 339, 300]
voter-list: MOLINA MASCARO MARIA JOSE MONSALVE TORRES SEBASTIAN GONZALO MONTECINOS RUIZ MATIAS RICARDO MONTERO ARROYO JOSE ANGEL MORALES COLLAO FERNANDA ISABEL [216, 112, 342, 147]
mesa-label: MESA: 158 [604, 810, 795, 820]
voter-list: NORAMBUENA QUINTEROS NELSON ANTONIO NOVOA CAMPOS SEBASTIAN FRANCISCO OLATE TROPAN CLAUDIA ALEJANDRA OLGUIN RUBENS DIEGO ANDRES SANTOS TORRES CHRISTIAN IGNACIO ROLANDO [992, 1495, 1136, 1529]
mesa-label: MESA: 212 [992, 665, 1183, 674]
info-value: : AVENIDA PEDRO DE VALDIVIA 290 [1036, 293, 1148, 301]
mesa-label: MESA: 137 [410, 1217, 601, 1227]
voter-list: FELIU SANCHEZ JULIO CRISTIAN ENRIQUE FERNANDEZ ZAKREWSKA KONRAD FERNANDEZ MONTECINO ROCIO BELEN FERNANDEZ PEREZ SOFIA FERNANDEZ PIMENTEL CLAUDIA LORETO [410, 673, 535, 707]
info-value: : 96 A LA 114 [260, 526, 300, 533]
voter-list: MALDONADO RIFO ALVARO FELIPE MURTAGH MORENO GONZALO ISABEL NAVARRETE VALDES PAULA SOFIA NAVEAS ALVAREZ DIEGO SEBASTIAN NORAMBUENA SALINAS MARTINA PAZ [410, 1382, 522, 1416]
mesa-label: MESA: 198 [798, 1421, 989, 1431]
mesa-label: MESA: 151 [604, 406, 795, 416]
mesa-label: MESA: 131 [410, 865, 601, 874]
voter-list: BARRIA MILLAR IGNACIO FABIAN BARRIENTOS CAÑAS CAMILA ESTEFANIA BARRIOS CASTELBLANCO MARIA MAGDALENA BASCUÑAN BRELLANA VALENTINA ANTONIA BENAVIDES FARIAS CARLOS ALBERTO [798, 112, 935, 147]
voter-list: SAEZ ALMENDRAS LUKAS DILAN SALAS PASTRAN SEBASTIAN IGNACIO NICOLAS SALAZAR SALAZAR ALEJANDRO IGNACIO SALDIAS CANALES PEDRO RAMIRO SANCHEZ DIAZ NICOLE ESTEPHANY [798, 1433, 937, 1467]
voter-list: MARCHANT MORENO MARCO HUGO MATURANA SALINAS JUAN MANUEL MENA CORONADO BASTIAN IGNACIO MENESES ROJAS TIRSO MIRANDA AGUILAR BEATRIZ PATRICIA [992, 1342, 1102, 1377]
mesa-label: MESA: 218 [992, 970, 1183, 980]
voter-list: MAYA ALARIS MACARENA LUCIA OGAZ PACHECO VICENTE JESUS OLGUIN PACHECO CARLOS EDUARDO ORTUZAR YAÑEZ CATALINA IGNACIA PULGAR BUSTOS SILVANA CAMILA [798, 1127, 910, 1162]
info-row-circuns [604, 671, 795, 679]
info-key: LOCAL [604, 686, 626, 693]
info-value: : PROVIDENCIA [648, 664, 697, 671]
voter-list: PEREZ ELMORRIZ RICARDO GABRIEL PETERS DEL PINO LUCIA ANTONIA PINOCHET MORENO ISLA PAULA URZUA TURRIETA FERNANDO ALBERTO USLAR BRAHM ANJA CLEMENTINE [992, 1597, 1108, 1631]
mesa-label: MESA: 155 [604, 610, 795, 620]
mesa-label: MESA: 174 [798, 152, 989, 162]
info-value: : AVENIDA PEDRO DE VALDIVIA 2376 [648, 693, 764, 701]
mesa-label: MESA: 130 [410, 814, 601, 823]
voter-list: CASTILLO MARTINEZ VICENTE NICOLAS CASTRO VALDES NICOLAS ALONSO CAULLAN TAPIA JORGE IGNACIO CELEDON GONZALEZ MIGUEL ANGEL CHAVEZ DIAZ CLAUDIA ALEJANDRA [798, 265, 915, 300]
mesa-label: MESA: 102 [216, 861, 407, 871]
mesa-label: MESA: 196 [798, 1319, 989, 1329]
mesa-label: MESA: 111 [216, 1319, 407, 1329]
mesa-label: MESA: 197 [798, 1370, 989, 1380]
column-divider [990, 97, 991, 2282]
mesa-label: MESA: 149 [604, 305, 795, 314]
voter-list: MAULEN MAULEN FERNANDO MARCELO MIRANDA GUTIERREZ JOSELYN ANGELINA MIRANDA MOLLER CAMILA NICOL MIRANDA MOLLER KATHERINE MAIDA MOLINARI CALLE ROSA MARIA [798, 974, 922, 1009]
